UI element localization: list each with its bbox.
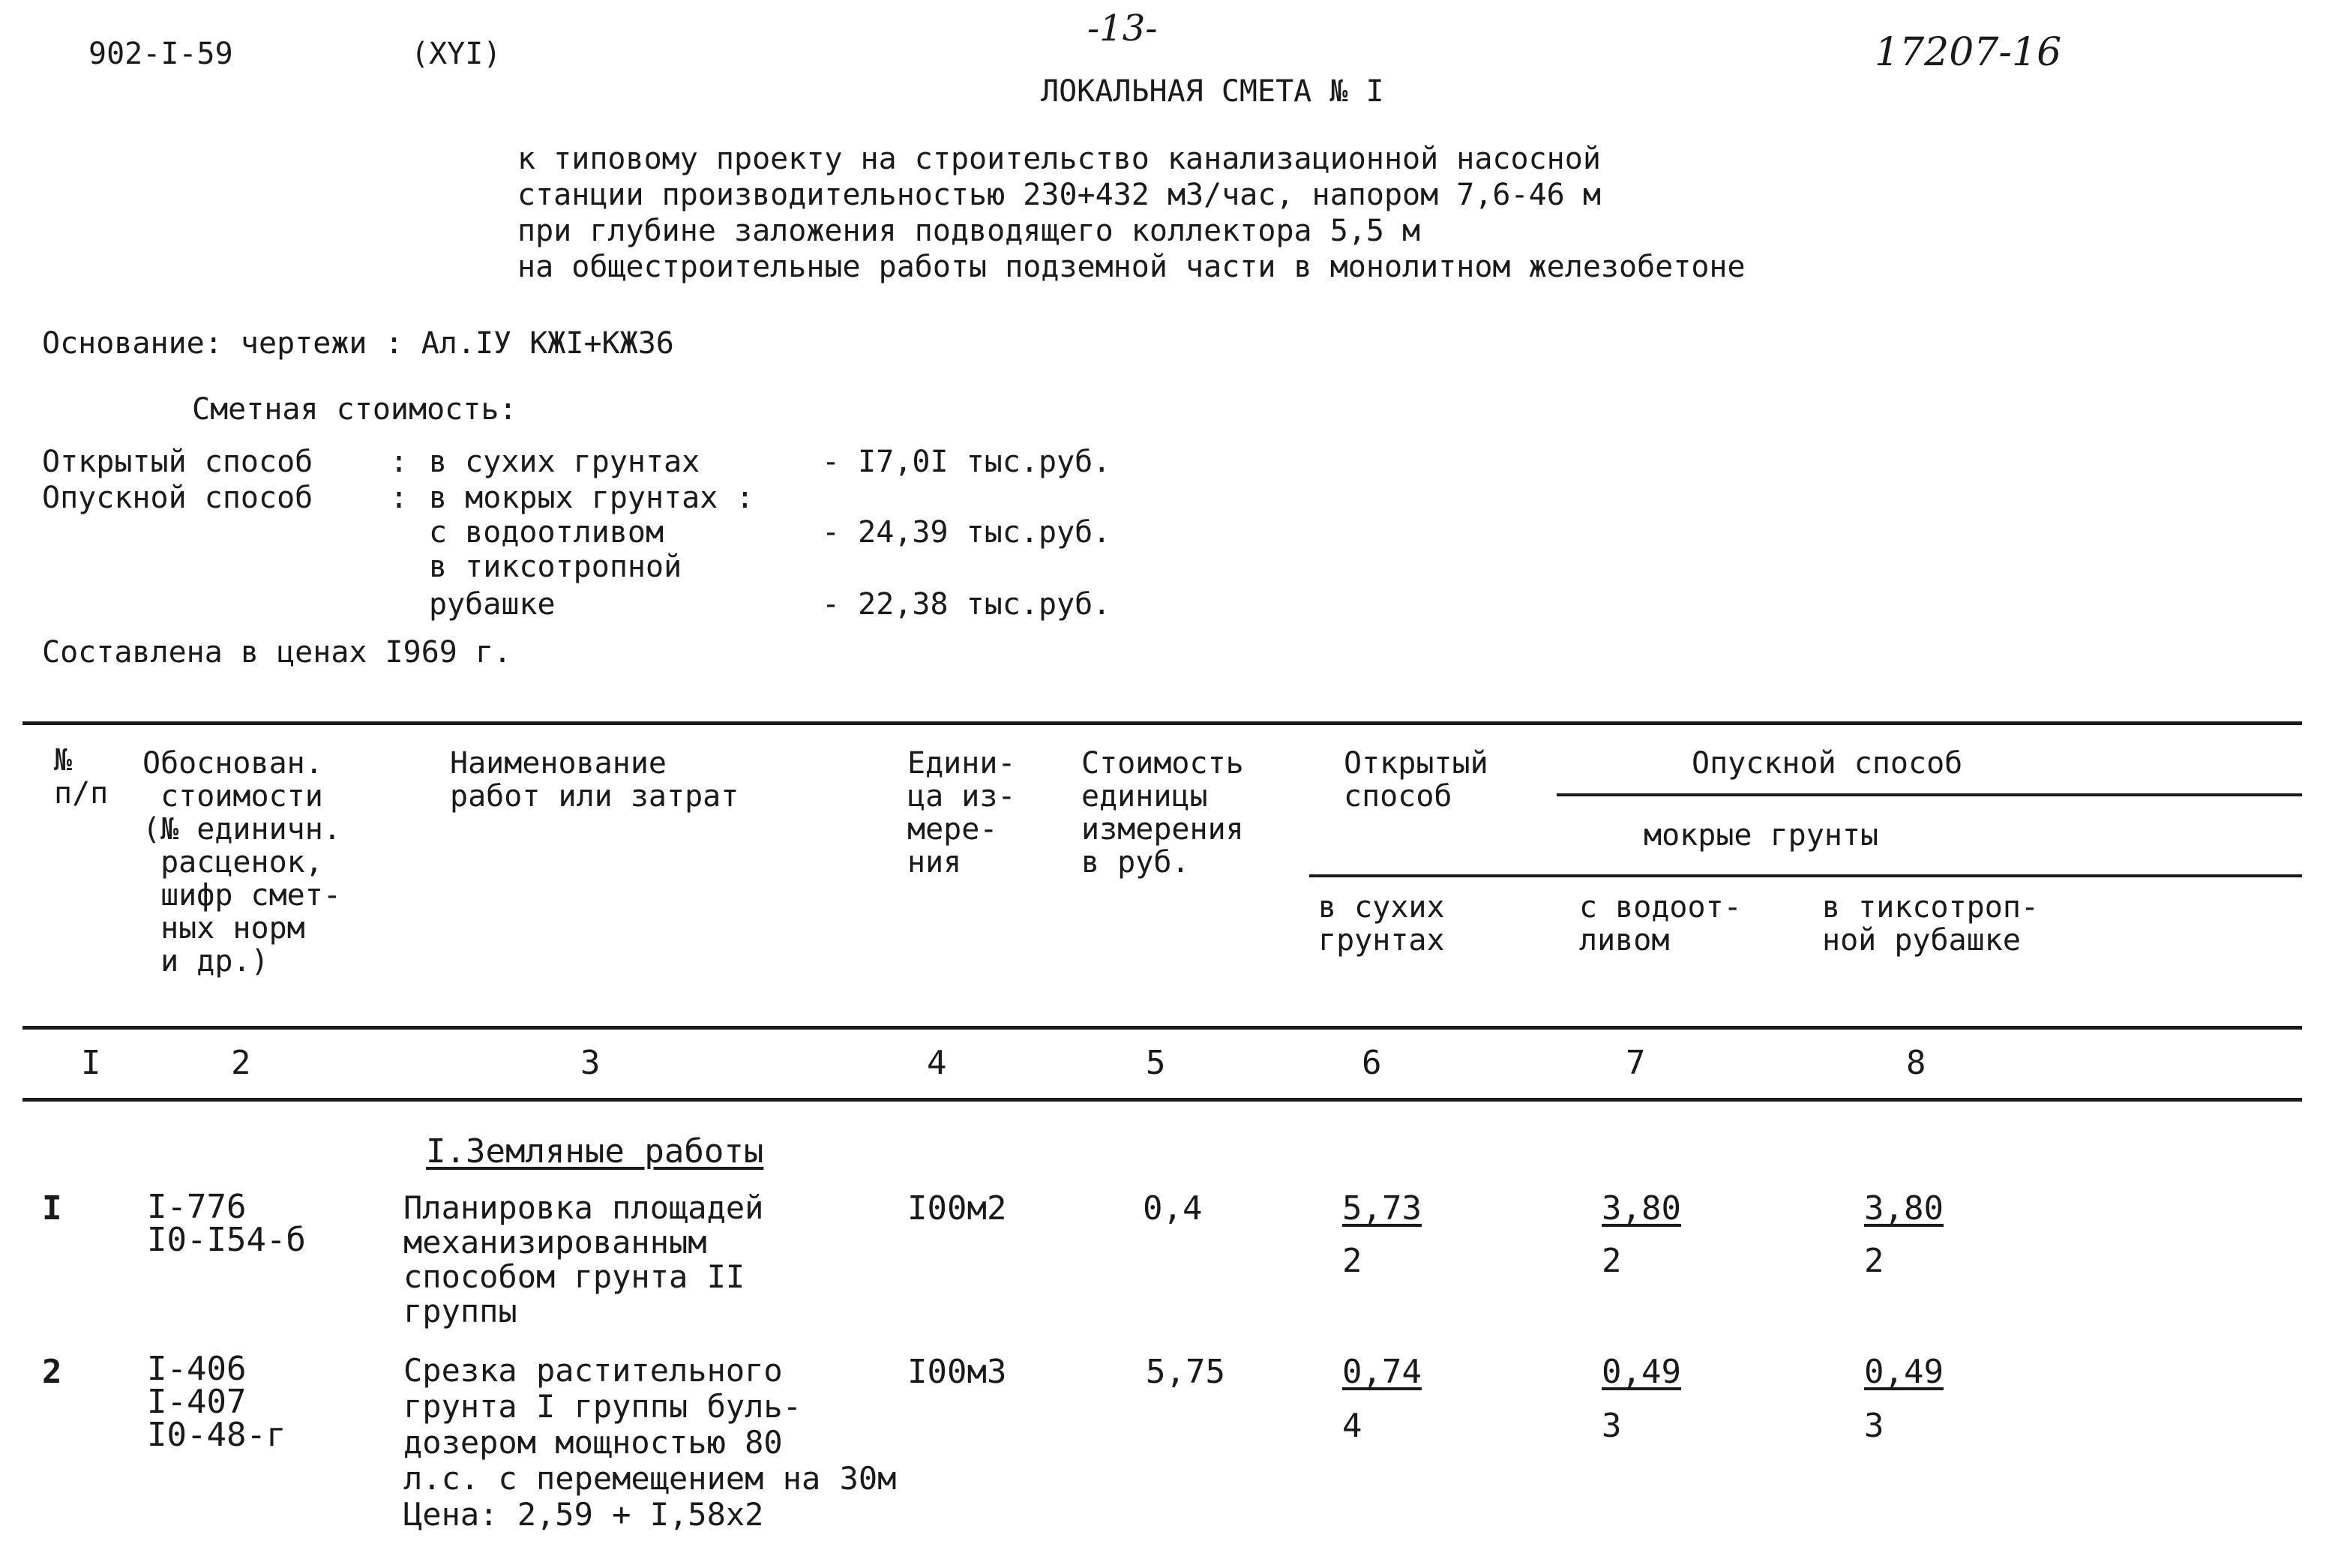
wet-soil-underline — [1309, 874, 2302, 877]
header-dry-soils: в сухих грунтах — [1318, 890, 1445, 958]
row-2-open-cost: 0,74 — [1342, 1353, 1422, 1391]
wet-soil-label: в мокрых грунтах : — [429, 481, 754, 515]
row-2-unit: I00м3 — [907, 1353, 1007, 1391]
row-1-drainage-cost: 3,80 — [1602, 1189, 1681, 1228]
subtitle-line-4: на общестроительные работы подземной части в монолитном железобетоне — [517, 250, 1746, 284]
drainage-cost: - 24,39 тыс.руб. — [822, 515, 1111, 550]
dry-soil-label: в сухих грунтах — [429, 445, 700, 479]
archive-number: 17207-16 — [1875, 30, 2062, 75]
column-number-8: 8 — [1906, 1044, 1926, 1082]
document-title: ЛОКАЛЬНАЯ СМЕТА № I — [1041, 74, 1384, 109]
sink-method-label: Опускной способ — [42, 481, 313, 515]
row-2-number: 2 — [42, 1353, 62, 1391]
row-1-work-name: Планировка площадей механизированным способом грунта II группы — [403, 1189, 764, 1330]
row-1-number: I — [42, 1189, 62, 1228]
thixotropic-cost: - 22,38 тыс.руб. — [822, 587, 1111, 622]
column-number-6: 6 — [1362, 1044, 1382, 1082]
sink-method-underline — [1557, 793, 2302, 796]
subtitle-line-1: к типовому проекту на строительство канализационной насосной — [517, 142, 1601, 176]
header-bottom-rule — [22, 1026, 2302, 1030]
column-number-5: 5 — [1146, 1044, 1166, 1082]
row-2-basis: I-406 I-407 I0-48-г — [147, 1350, 286, 1454]
thixotropic-label-1: в тиксотропной — [429, 550, 682, 584]
table-top-rule — [22, 721, 2302, 725]
basis-line: Основание: чертежи : Ал.IУ КЖI+КЖ36 — [42, 326, 674, 361]
row-1-basis: I-776 I0-I54-б — [147, 1188, 306, 1259]
header-work-name: Наименование работ или затрат — [450, 746, 739, 814]
header-wet-soils: мокрые грунты — [1644, 818, 1879, 853]
row-1-open-cost: 5,73 — [1342, 1189, 1422, 1228]
column-number-2: 2 — [231, 1044, 251, 1082]
row-2-work-name: Срезка растительного грунта I группы буль- дозером мощностью 80 л.с. с перемещением на 30м Цена: 2,59 + I,58х2 — [403, 1352, 897, 1533]
row-1-thixotropic-labor: 2 — [1864, 1242, 1884, 1280]
row-2-open-labor: 4 — [1342, 1407, 1362, 1445]
document-code: 902-I-59 — [88, 37, 233, 71]
row-2-thixotropic-cost: 0,49 — [1864, 1353, 1944, 1391]
row-1-thixotropic-cost: 3,80 — [1864, 1189, 1944, 1228]
row-1-unit: I00м2 — [907, 1189, 1007, 1228]
prices-year: Составлена в ценах I969 г. — [42, 635, 512, 670]
header-unit: Едини- ца из- мере- ния — [907, 746, 1016, 880]
thixotropic-label-2: рубашке — [429, 587, 556, 622]
header-cost-basis: Обоснован. стоимости (№ единичн. расценок, шифр смет- ных норм и др.) — [142, 746, 341, 979]
row-1-open-labor: 2 — [1342, 1242, 1362, 1280]
row-2-drainage-labor: 3 — [1602, 1407, 1622, 1445]
drainage-label: с водоотливом — [429, 515, 664, 550]
header-with-drainage: с водоот- ливом — [1579, 890, 1742, 958]
open-method-cost: - I7,0I тыс.руб. — [822, 445, 1111, 479]
column-number-1: I — [81, 1044, 101, 1082]
header-row-number: № п/п — [54, 743, 109, 811]
sink-method-colon: : — [390, 481, 409, 515]
column-number-4: 4 — [927, 1044, 947, 1082]
row-1-quantity: 0,4 — [1143, 1189, 1203, 1228]
column-numbers-rule — [22, 1098, 2302, 1102]
series-number: (XYI) — [411, 37, 502, 71]
header-thixotropic: в тиксотроп- ной рубашке — [1822, 890, 2039, 958]
subtitle-line-2: станции производительностью 230+432 м3/час, напором 7,6-46 м — [517, 178, 1601, 212]
header-sink-method: Опускной способ — [1692, 746, 1963, 781]
cost-label: Сметная стоимость: — [192, 392, 517, 427]
header-unit-cost: Стоимость единицы измерения в руб. — [1081, 746, 1244, 880]
open-method-label: Открытый способ — [42, 445, 313, 479]
header-open-method: Открытый способ — [1344, 746, 1488, 814]
page-number: -13- — [1087, 7, 1158, 49]
row-2-drainage-cost: 0,49 — [1602, 1353, 1681, 1391]
section-title: I.Земляные работы — [426, 1132, 764, 1171]
row-2-thixotropic-labor: 3 — [1864, 1407, 1884, 1445]
subtitle-line-3: при глубине заложения подводящего коллектора 5,5 м — [517, 214, 1421, 248]
column-number-7: 7 — [1626, 1044, 1646, 1082]
column-number-3: 3 — [580, 1044, 601, 1082]
row-2-quantity: 5,75 — [1146, 1353, 1225, 1391]
open-method-colon: : — [390, 445, 409, 479]
row-1-drainage-labor: 2 — [1602, 1242, 1622, 1280]
